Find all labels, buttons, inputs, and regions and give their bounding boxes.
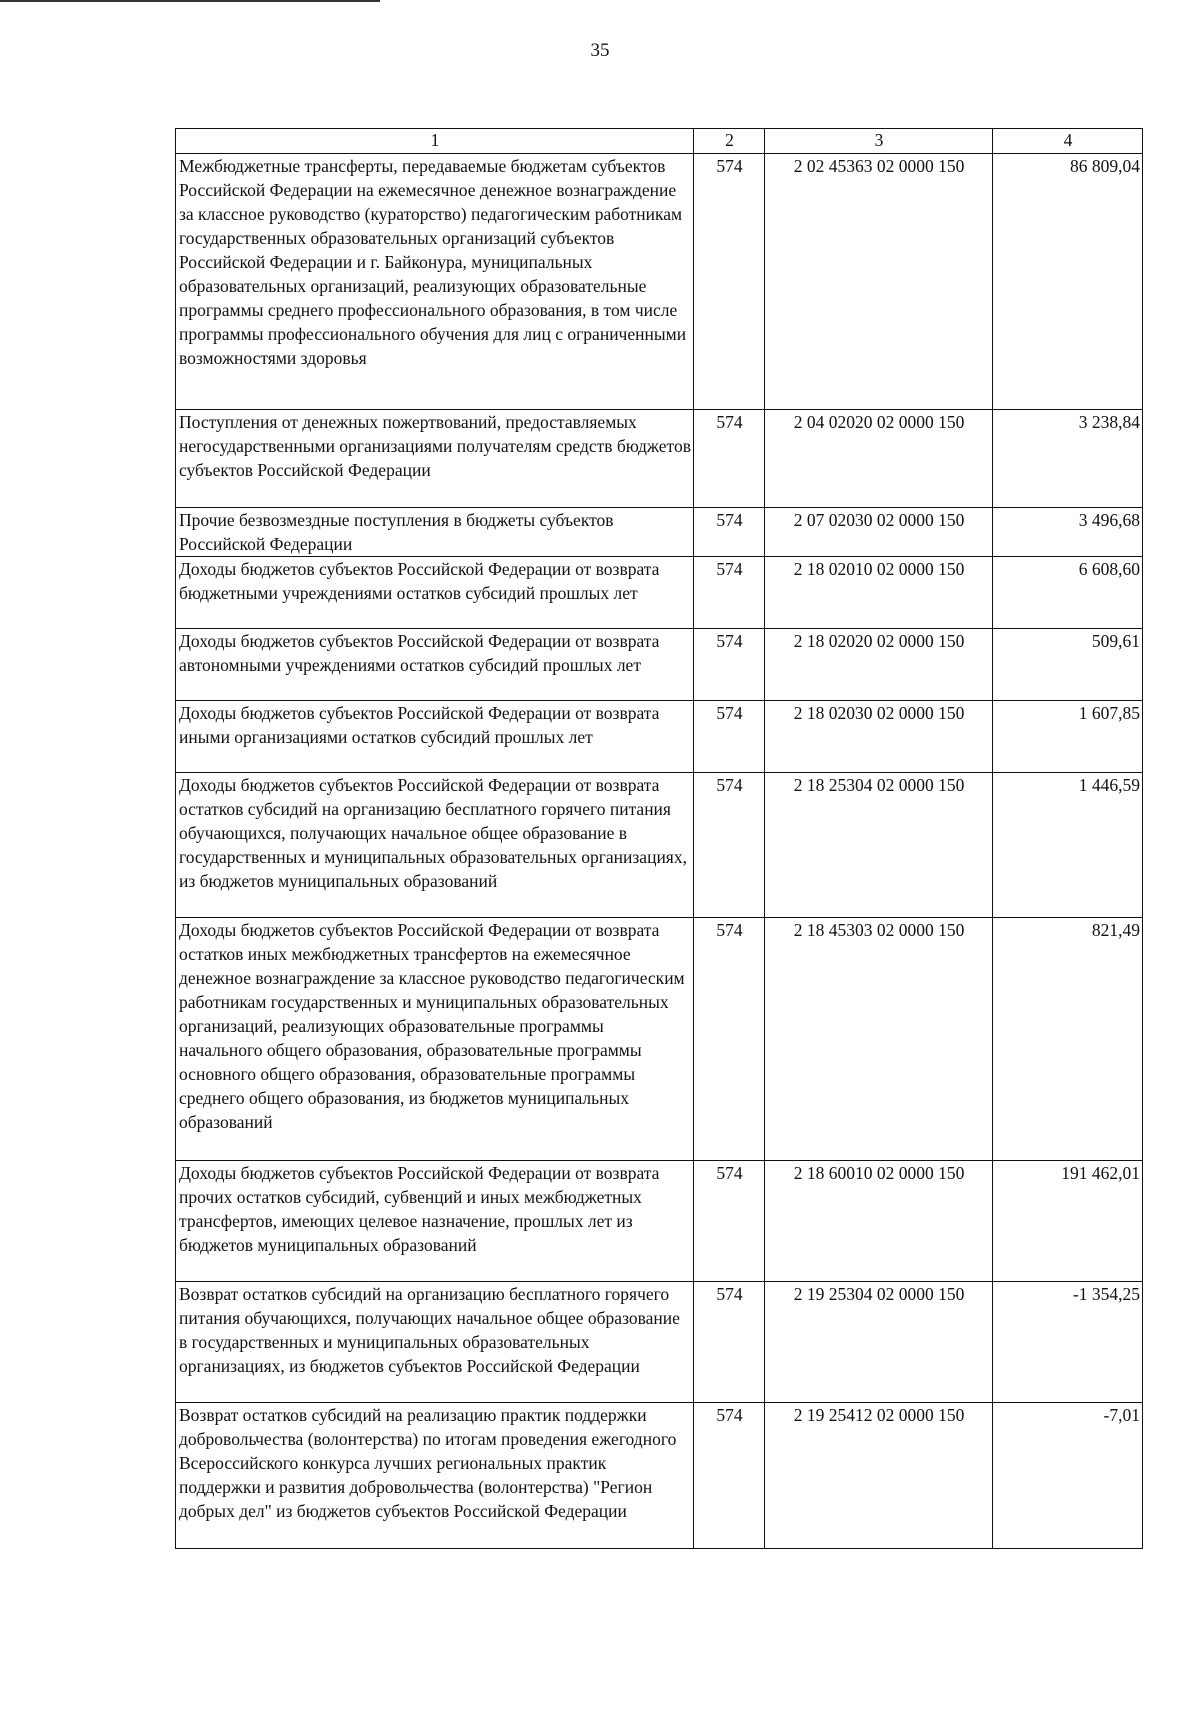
row-admin-code: 574: [694, 154, 765, 410]
table-row: [176, 773, 1143, 918]
row-amount: 821,49: [993, 918, 1143, 1161]
table-row: [176, 1282, 1143, 1403]
column-header-1: 1: [176, 129, 694, 154]
row-admin-code: 574: [694, 773, 765, 918]
table-row: [176, 629, 1143, 701]
table-row: [176, 154, 1143, 410]
row-description: Возврат остатков субсидий на реализацию практик поддержки добровольчества (волонтерства) по итогам проведения ежегодного Всероссийского конкурса лучших региональных практик поддержки и развития добровольчества (волонтерства) "Регион добрых дел" из бюджетов субъектов Российской Федерации: [176, 1403, 694, 1549]
row-amount: 3 238,84: [993, 410, 1143, 508]
row-budget-classification-code: 2 19 25412 02 0000 150: [765, 1403, 993, 1549]
budget-revenue-table: [175, 128, 1143, 1549]
row-description: Доходы бюджетов субъектов Российской Федерации от возврата иными организациями остатков субсидий прошлых лет: [176, 701, 694, 773]
top-edge-rule: [0, 0, 380, 2]
row-budget-classification-code: 2 18 02020 02 0000 150: [765, 629, 993, 701]
row-amount: -7,01: [993, 1403, 1143, 1549]
row-budget-classification-code: 2 02 45363 02 0000 150: [765, 154, 993, 410]
row-admin-code: 574: [694, 410, 765, 508]
column-header-2: 2: [694, 129, 765, 154]
row-admin-code: 574: [694, 1161, 765, 1282]
row-amount: 86 809,04: [993, 154, 1143, 410]
row-description: Доходы бюджетов субъектов Российской Федерации от возврата остатков иных межбюджетных трансфертов на ежемесячное денежное вознаграждение за классное руководство педагогическим работникам государственных и муниципальных образовательных организаций, реализующих образовательные программы начального общего образования, образовательные программы основного общего образования, образовательные программы среднего общего образования, из бюджетов муниципальных образований: [176, 918, 694, 1161]
row-admin-code: 574: [694, 918, 765, 1161]
row-amount: -1 354,25: [993, 1282, 1143, 1403]
table-row: [176, 1161, 1143, 1282]
table-row: [176, 410, 1143, 508]
row-description: Доходы бюджетов субъектов Российской Федерации от возврата прочих остатков субсидий, субвенций и иных межбюджетных трансфертов, имеющих целевое назначение, прошлых лет из бюджетов муниципальных образований: [176, 1161, 694, 1282]
row-budget-classification-code: 2 18 45303 02 0000 150: [765, 918, 993, 1161]
row-admin-code: 574: [694, 557, 765, 629]
row-admin-code: 574: [694, 701, 765, 773]
row-admin-code: 574: [694, 1403, 765, 1549]
table-row: [176, 701, 1143, 773]
table-row: [176, 557, 1143, 629]
row-description: Доходы бюджетов субъектов Российской Федерации от возврата бюджетными учреждениями остатков субсидий прошлых лет: [176, 557, 694, 629]
table-header-row: [176, 129, 1143, 154]
row-admin-code: 574: [694, 508, 765, 557]
row-amount: 191 462,01: [993, 1161, 1143, 1282]
column-header-4: 4: [993, 129, 1143, 154]
row-description: Поступления от денежных пожертвований, предоставляемых негосударственными организациями получателям средств бюджетов субъектов Российской Федерации: [176, 410, 694, 508]
row-budget-classification-code: 2 18 02030 02 0000 150: [765, 701, 993, 773]
row-budget-classification-code: 2 18 25304 02 0000 150: [765, 773, 993, 918]
row-amount: 1 607,85: [993, 701, 1143, 773]
column-header-3: 3: [765, 129, 993, 154]
table-row: [176, 1403, 1143, 1549]
row-amount: 1 446,59: [993, 773, 1143, 918]
row-budget-classification-code: 2 19 25304 02 0000 150: [765, 1282, 993, 1403]
row-admin-code: 574: [694, 629, 765, 701]
table-row: [176, 508, 1143, 557]
table-row: [176, 918, 1143, 1161]
row-budget-classification-code: 2 18 02010 02 0000 150: [765, 557, 993, 629]
row-amount: 509,61: [993, 629, 1143, 701]
row-budget-classification-code: 2 04 02020 02 0000 150: [765, 410, 993, 508]
row-admin-code: 574: [694, 1282, 765, 1403]
row-description: Прочие безвозмездные поступления в бюджеты субъектов Российской Федерации: [176, 508, 694, 557]
table-body: [176, 154, 1143, 1549]
row-amount: 6 608,60: [993, 557, 1143, 629]
row-description: Межбюджетные трансферты, передаваемые бюджетам субъектов Российской Федерации на ежемесячное денежное вознаграждение за классное руководство (кураторство) педагогическим работникам государственных образовательных организаций субъектов Российской Федерации и г. Байконура, муниципальных образовательных организаций, реализующих образовательные программы среднего профессионального образования, в том числе программы профессионального обучения для лиц с ограниченными возможностями здоровья: [176, 154, 694, 410]
row-budget-classification-code: 2 07 02030 02 0000 150: [765, 508, 993, 557]
page-number: 35: [590, 40, 610, 61]
row-budget-classification-code: 2 18 60010 02 0000 150: [765, 1161, 993, 1282]
row-description: Возврат остатков субсидий на организацию бесплатного горячего питания обучающихся, получающих начальное общее образование в государственных и муниципальных образовательных организациях, из бюджетов субъектов Российской Федерации: [176, 1282, 694, 1403]
row-amount: 3 496,68: [993, 508, 1143, 557]
row-description: Доходы бюджетов субъектов Российской Федерации от возврата автономными учреждениями остатков субсидий прошлых лет: [176, 629, 694, 701]
row-description: Доходы бюджетов субъектов Российской Федерации от возврата остатков субсидий на организацию бесплатного горячего питания обучающихся, получающих начальное общее образование в государственных и муниципальных образовательных организациях, из бюджетов муниципальных образований: [176, 773, 694, 918]
